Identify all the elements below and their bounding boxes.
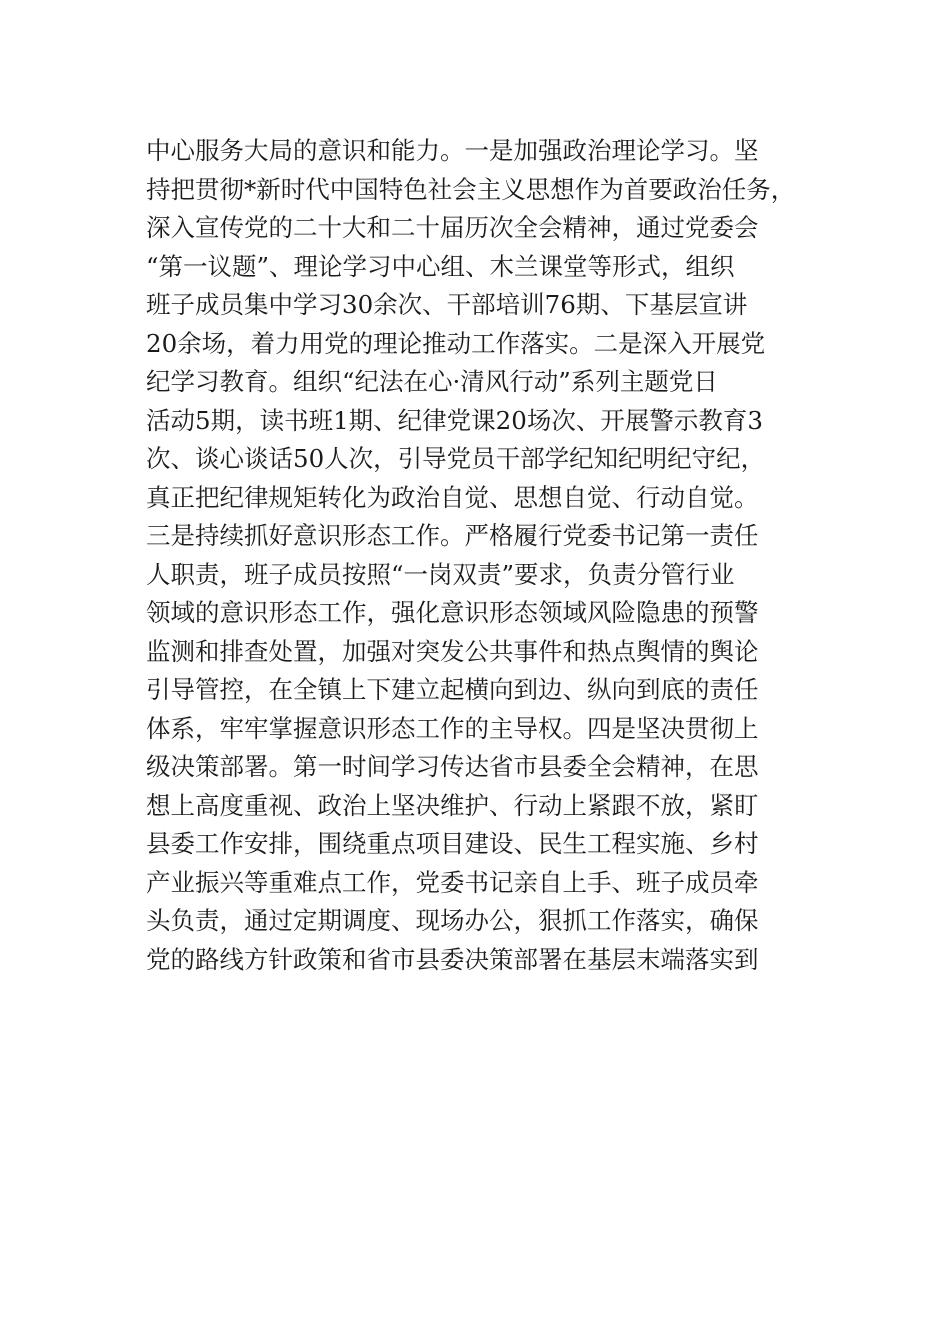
text-line: 活动5期，读书班1期、纪律党课20场次、开展警示教育3 bbox=[146, 405, 763, 435]
text-line: 次、谈心谈话50人次，引导党员干部学纪知纪明纪守纪， bbox=[146, 444, 766, 473]
text-line: 持把贯彻*新时代中国特色社会主义思想作为首要政治任务， bbox=[146, 174, 796, 204]
text-line: 想上高度重视、政治上坚决维护、行动上紧跟不放，紧盯 bbox=[146, 790, 759, 820]
text-line: 三是持续抓好意识形态工作。严格履行党委书记第一责任 bbox=[146, 521, 759, 550]
text-line: 人职责，班子成员按照“一岗双责”要求，负责分管行业 bbox=[146, 559, 735, 589]
text-line: 产业振兴等重难点工作，党委书记亲自上手、班子成员牵 bbox=[146, 867, 759, 897]
text-line: 20余场，着力用党的理论推动工作落实。二是深入开展党 bbox=[146, 328, 766, 358]
text-line: 班子成员集中学习30余次、干部培训76期、下基层宣讲 bbox=[146, 290, 748, 319]
body-text bbox=[146, 132, 816, 979]
text-line: 深入宣传党的二十大和二十届历次全会精神，通过党委会 bbox=[146, 213, 759, 242]
text-line: 头负责，通过定期调度、现场办公，狠抓工作落实，确保 bbox=[146, 906, 759, 935]
text-line: 体系，牢牢掌握意识形态工作的主导权。四是坚决贯彻上 bbox=[146, 713, 759, 743]
text-line: 中心服务大局的意识和能力。一是加强政治理论学习。坚 bbox=[146, 136, 759, 165]
text-line: 纪学习教育。组织“纪法在心·清风行动”系列主题党日 bbox=[146, 367, 718, 396]
text-line: 领域的意识形态工作，强化意识形态领域风险隐患的预警 bbox=[146, 598, 759, 627]
text-line: 引导管控，在全镇上下建立起横向到边、纵向到底的责任 bbox=[146, 675, 759, 704]
text-line: “第一议题”、理论学习中心组、木兰课堂等形式，组织 bbox=[146, 251, 735, 281]
text-line: 党的路线方针政策和省市县委决策部署在基层末端落实到 bbox=[146, 944, 759, 974]
text-line: 监测和排查处置，加强对突发公共事件和热点舆情的舆论 bbox=[146, 636, 759, 666]
text-line: 县委工作安排，围绕重点项目建设、民生工程实施、乡村 bbox=[146, 829, 759, 858]
text-line: 级决策部署。第一时间学习传达省市县委全会精神，在思 bbox=[146, 752, 759, 781]
text-line: 真正把纪律规矩转化为政治自觉、思想自觉、行动自觉。 bbox=[146, 482, 759, 512]
